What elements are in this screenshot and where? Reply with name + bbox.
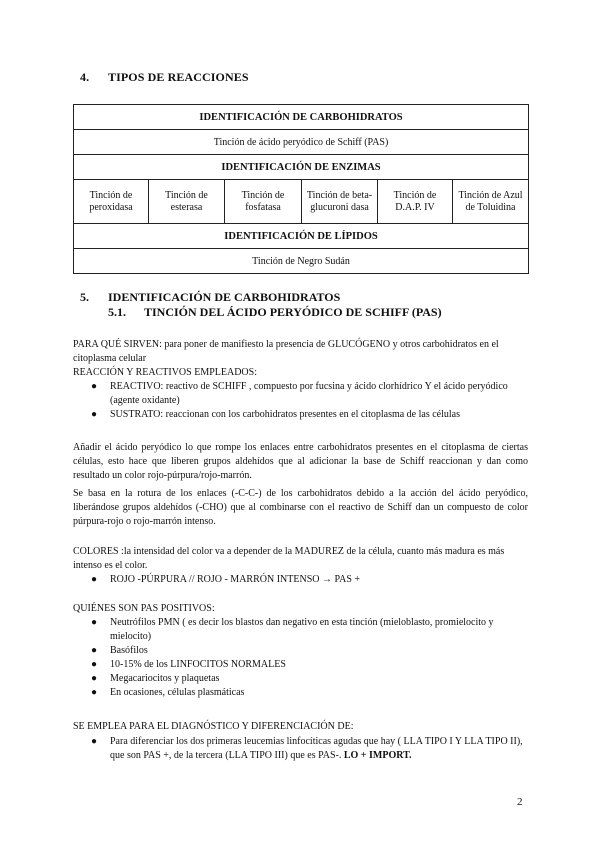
bullet-icon: ● xyxy=(91,617,98,628)
list-item: ● En ocasiones, células plasmáticas xyxy=(91,687,245,698)
colores-text: COLORES :la intensidad del color va a depender de la MADUREZ de la célula, cuanto más madura es más intenso es el color. xyxy=(73,546,505,571)
section-number: 4. xyxy=(80,70,90,84)
diagnostico-title: SE EMPLEA PARA EL DIAGNÓSTICO Y DIFERENCIACIÓN DE: xyxy=(73,721,354,732)
table-cell-enzyme: Tinción de peroxidasa xyxy=(74,180,149,224)
bullet-icon: ● xyxy=(91,673,98,684)
list-item: ● Megacariocitos y plaquetas xyxy=(91,673,220,684)
bullet-icon: ● xyxy=(91,645,98,656)
section-4-heading xyxy=(80,70,249,85)
table-header-carbohydrates: IDENTIFICACIÓN DE CARBOHIDRATOS xyxy=(74,105,529,130)
paragraph: Se basa en la rotura de los enlaces (-C-C-) de los carbohidratos debido a la acción del ácido peryódico, liberándose grupos aldehídos (-CHO) que al combinarse con el reactivo de Schiff dan un compuesto de color púrpura-rojo o rojo-marrón intenso. xyxy=(73,488,528,527)
bullet-icon: ● xyxy=(91,381,98,392)
list-item: ● SUSTRATO: reaccionan con los carbohidratos presentes en el citoplasma de las células xyxy=(91,409,460,420)
quienes-title: QUIÉNES SON PAS POSITIVOS: xyxy=(73,603,215,614)
emphasis-text: LO + IMPORT. xyxy=(343,750,412,761)
list-item: ● Basófilos xyxy=(91,645,148,656)
table-cell-enzyme: Tinción de D.A.P. IV xyxy=(378,180,453,224)
para-que-sirven: PARA QUÉ SIRVEN: para poner de manifiesto la presencia de GLUCÓGENO y otros carbohidratos en el citoplasma celular xyxy=(73,339,499,364)
paragraph: Añadir el ácido peryódico lo que rompe los enlaces entre carbohidratos presentes en el citoplasma de ciertas células, esto hace que liberen grupos aldehídos que al adicionar la base de Schiff reaccionan y dan como resultado un color rojo-púrpura/rojo-marrón. xyxy=(73,442,528,481)
list-item: ● Neutrófilos PMN ( es decir los blastos dan negativo en esta tinción (mieloblasto, promielocito y mielocito) xyxy=(91,617,494,642)
section-5-1-heading xyxy=(108,305,442,320)
bullet-icon: ● xyxy=(91,736,98,747)
list-item: ● 10-15% de los LINFOCITOS NORMALES xyxy=(91,659,286,670)
colores-list xyxy=(73,573,528,587)
list-item: ● REACTIVO: reactivo de SCHIFF , compuesto por fucsina y ácido clorhídrico Y el ácido peryódico (agente oxidante) xyxy=(91,381,508,406)
section-number: 5.1. xyxy=(108,305,126,319)
reaction-types-table xyxy=(73,104,529,274)
table-cell-enzyme: Tinción de esterasa xyxy=(149,180,225,224)
section-title: TIPOS DE REACCIONES xyxy=(108,70,249,84)
table-header-lipids: IDENTIFICACIÓN DE LÍPIDOS xyxy=(74,224,529,249)
reaccion-title: REACCIÓN Y REACTIVOS EMPLEADOS: xyxy=(73,367,257,378)
diagnostico-list xyxy=(73,735,528,763)
table-cell-enzyme: Tinción de fosfatasa xyxy=(225,180,302,224)
bullet-icon: ● xyxy=(91,659,98,670)
bullet-icon: ● xyxy=(91,687,98,698)
section-number: 5. xyxy=(80,290,89,304)
section-5-heading xyxy=(80,290,340,305)
table-cell-enzyme: Tinción de Azul de Toluidina xyxy=(453,180,529,224)
reaccion-list xyxy=(73,380,528,422)
section-title: TINCIÓN DEL ÁCIDO PERYÓDICO DE SCHIFF (PAS) xyxy=(144,305,442,319)
list-item: ● ROJO -PÚRPURA // ROJO - MARRÓN INTENSO → PAS + xyxy=(91,574,361,585)
bullet-icon: ● xyxy=(91,409,98,420)
table-header-enzymes: IDENTIFICACIÓN DE ENZIMAS xyxy=(74,155,529,180)
table-cell-pas: Tinción de ácido peryódico de Schiff (PAS) xyxy=(74,130,529,155)
page-number: 2 xyxy=(517,796,523,808)
table-cell-sudan: Tinción de Negro Sudán xyxy=(74,249,529,274)
list-item: ● Para diferenciar los dos primeras leucemias linfocíticas agudas que hay ( LLA TIPO I Y LLA TIPO II), que son PAS +, de la tercera (LLA TIPO III) que es PAS-. LO + IMPORT. xyxy=(91,736,523,761)
table-cell-enzyme: Tinción de beta-glucuroni dasa xyxy=(302,180,378,224)
bullet-icon: ● xyxy=(91,574,98,585)
quienes-list xyxy=(73,616,528,700)
section-title: IDENTIFICACIÓN DE CARBOHIDRATOS xyxy=(108,290,341,304)
